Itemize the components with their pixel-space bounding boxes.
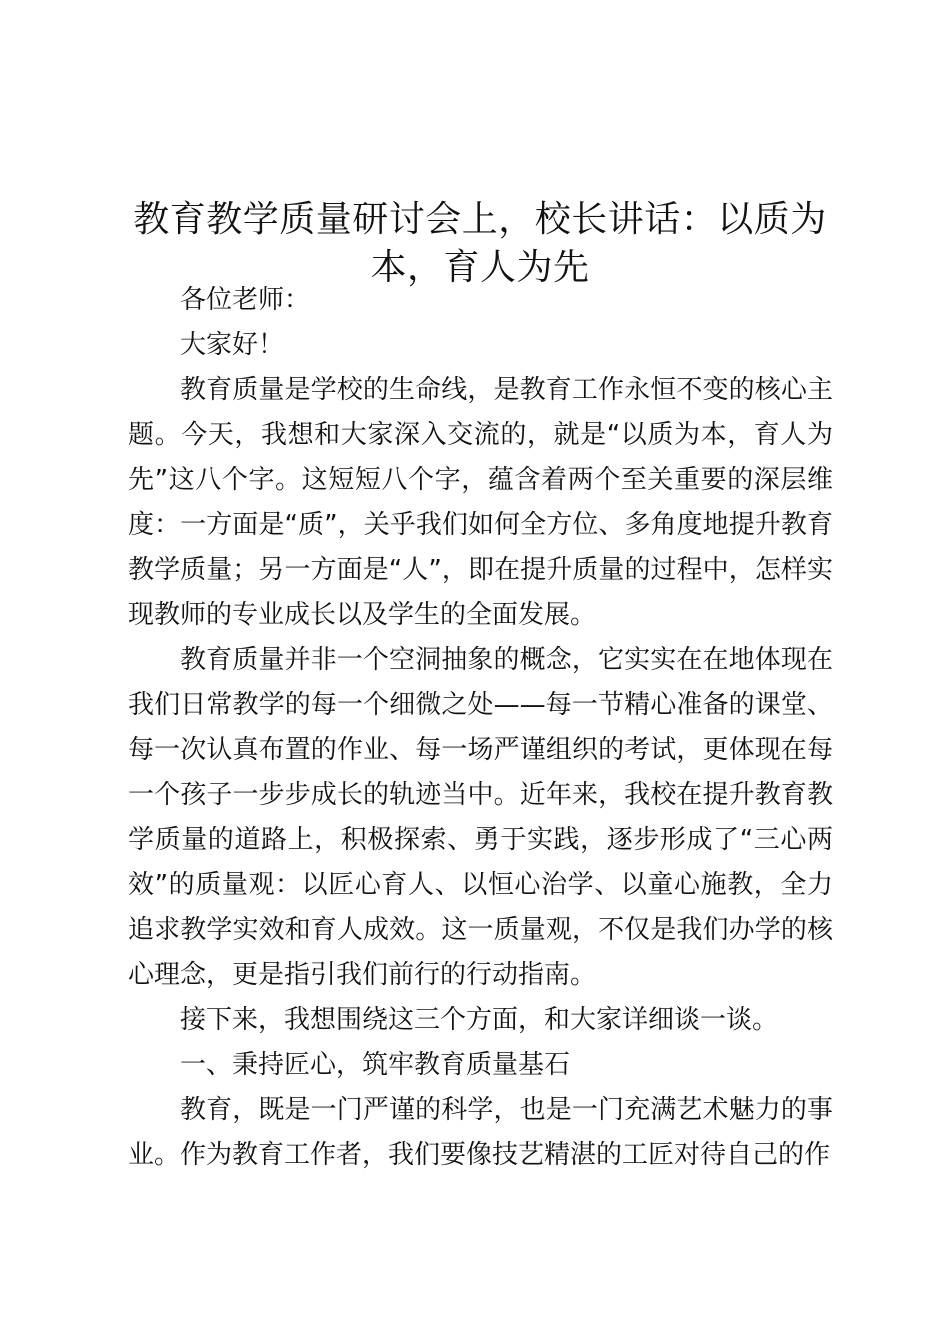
paragraph-transition: 接下来，我想围绕这三个方面，和大家详细谈一谈。 (180, 1005, 779, 1035)
paragraph-section-1: 教育，既是一门严谨的科学，也是一门充满艺术魅力的事业。作为教育工作者，我们要像技艺精湛的工匠对待自己的作 (128, 1095, 833, 1170)
paragraph-intro: 教育质量是学校的生命线，是教育工作永恒不变的核心主题。今天，我想和大家深入交流的，就是“以质为本，育人为先”这八个字。这短短八个字，蕴含着两个至关重要的深层维度：一方面是“质”，关乎我们如何全方位、多角度地提升教育教学质量；另一方面是“人”，即在提升质量的过程中，怎样实现教师的专业成长以及学生的全面发展。 (128, 375, 833, 630)
section-heading-1: 一、秉持匠心，筑牢教育质量基石 (180, 1050, 571, 1080)
paragraph-quality-concept: 教育质量并非一个空洞抽象的概念，它实实在在地体现在我们日常教学的每一个细微之处——每一节精心准备的课堂、每一次认真布置的作业、每一场严谨组织的考试，更体现在每一个孩子一步步成长的轨迹当中。近年来，我校在提升教育教学质量的道路上，积极探索、勇于实践，逐步形成了“三心两效”的质量观：以匠心育人、以恒心治学、以童心施教，全力追求教学实效和育人成效。这一质量观，不仅是我们办学的核心理念，更是指引我们前行的行动指南。 (128, 645, 833, 990)
document-body (128, 278, 833, 1178)
greeting: 大家好！ (180, 330, 285, 360)
document-title: 教育教学质量研讨会上，校长讲话：以质为本，育人为先 (133, 199, 827, 289)
salutation: 各位老师： (180, 285, 311, 315)
